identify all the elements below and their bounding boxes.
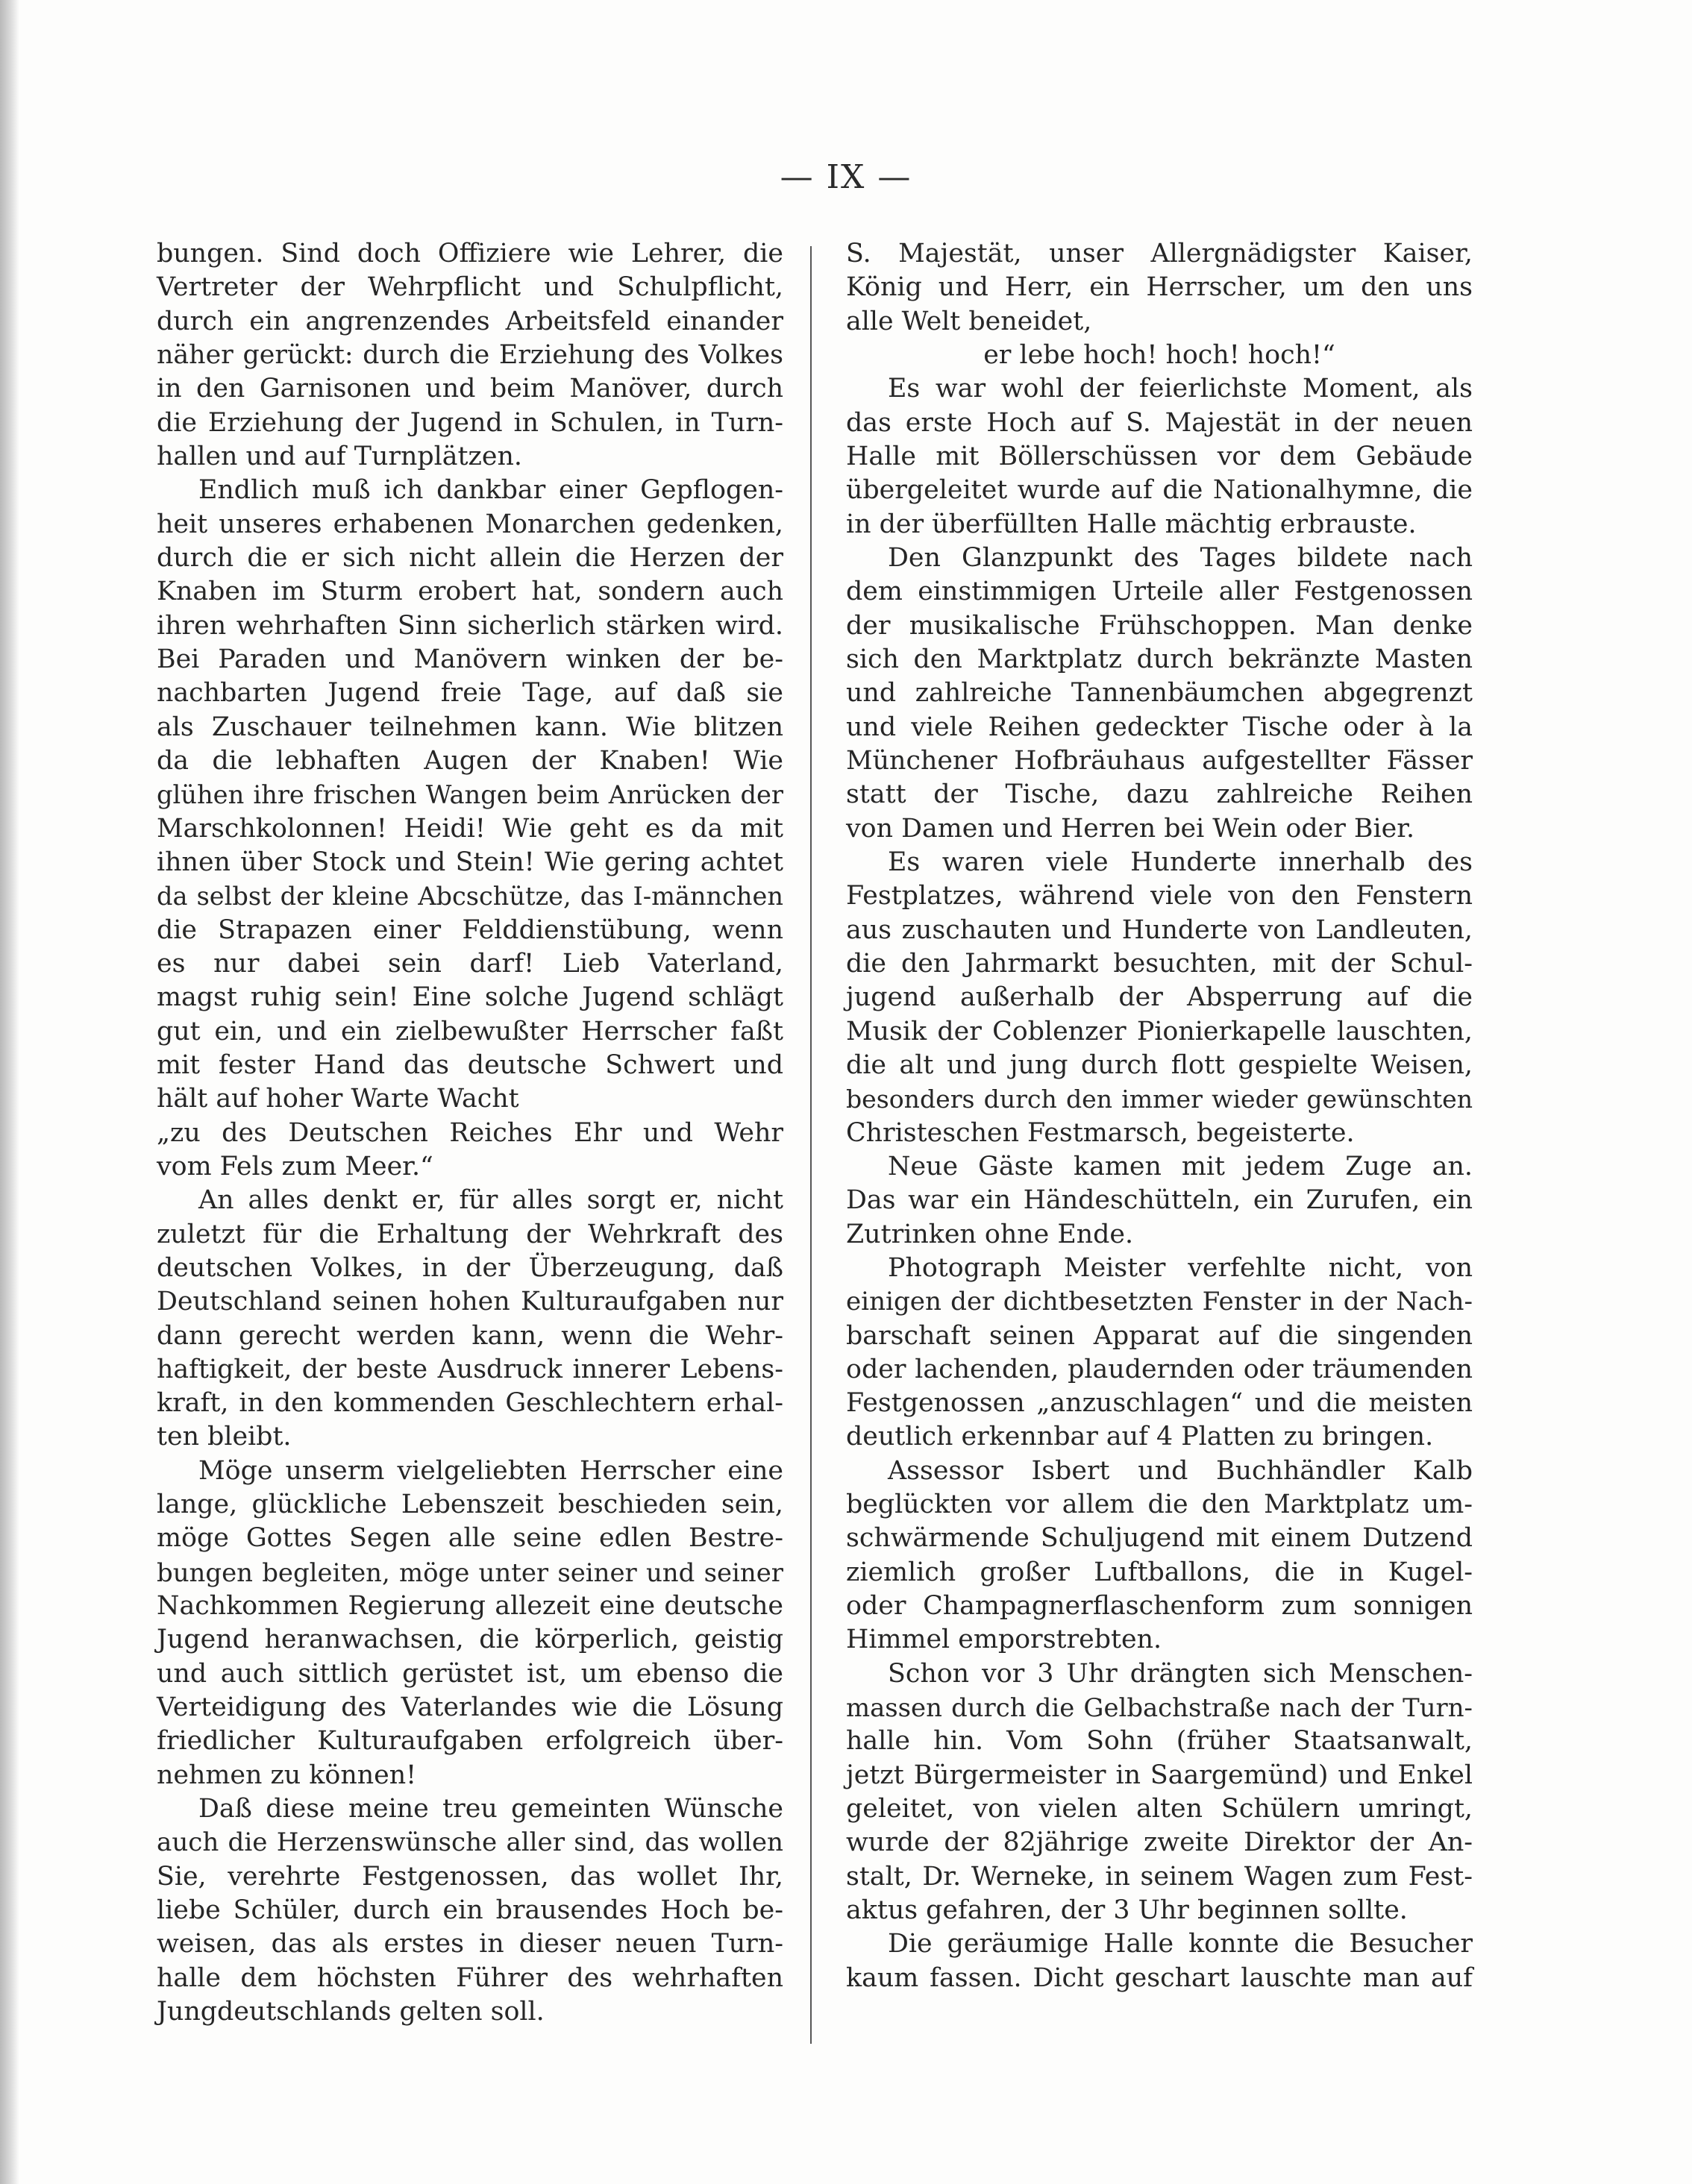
text-line: übergeleitet wurde auf die Nationalhymne, die xyxy=(846,475,1473,506)
text-line: S. Majestät, unser Allergnädigster Kaiser, xyxy=(846,239,1473,269)
text-line: als Zuschauer teilnehmen kann. Wie blitzen xyxy=(157,712,783,742)
text-line: Den Glanzpunkt des Tages bildete nach xyxy=(888,542,1473,573)
text-line: Knaben im Sturm erobert hat, sondern auch xyxy=(157,577,783,607)
text-line: er lebe hoch! hoch! hoch!“ xyxy=(983,339,1335,370)
text-line: Es war wohl der feierlichste Moment, als xyxy=(888,374,1473,404)
text-line: liebe Schüler, durch ein brausendes Hoch be- xyxy=(157,1895,783,1926)
text-line: Bei Paraden und Manövern winken der be- xyxy=(157,644,783,674)
text-line: sich den Marktplatz durch bekränzte Masten xyxy=(846,644,1473,674)
text-line: aktus gefahren, der 3 Uhr beginnen sollte. xyxy=(846,1895,1408,1926)
text-line: alle Welt beneidet, xyxy=(846,306,1092,336)
text-line: gut ein, und ein zielbewußter Herrscher faßt xyxy=(157,1016,783,1046)
text-line: wurde der 82jährige zweite Direktor der An- xyxy=(846,1827,1473,1858)
text-line: mit fester Hand das deutsche Schwert und xyxy=(157,1049,783,1080)
text-line: Festgenossen „anzuschlagen“ und die meisten xyxy=(846,1388,1473,1419)
text-line: und zahlreiche Tannenbäumchen abgegrenzt xyxy=(846,678,1473,709)
text-line: da die lebhaften Augen der Knaben! Wie xyxy=(157,745,783,776)
text-line: aus zuschauten und Hunderte von Landleuten, xyxy=(846,914,1473,945)
text-line: stalt, Dr. Werneke, in seinem Wagen zum Fest- xyxy=(846,1861,1473,1892)
text-line: Schon vor 3 Uhr drängten sich Menschen- xyxy=(888,1658,1473,1689)
text-line: magst ruhig sein! Eine solche Jugend schlägt xyxy=(157,982,783,1013)
column-divider-rule xyxy=(810,246,812,2044)
text-line: König und Herr, ein Herrscher, um den uns xyxy=(846,272,1473,303)
text-line: hält auf hoher Warte Wacht xyxy=(157,1084,519,1114)
text-line: bungen. Sind doch Offiziere wie Lehrer, die xyxy=(157,239,783,269)
text-line: und viele Reihen gedeckter Tische oder à la xyxy=(846,712,1473,742)
text-line: die Strapazen einer Felddienstübung, wenn xyxy=(157,914,783,945)
text-line: Nachkommen Regierung allezeit eine deutsche xyxy=(157,1591,783,1622)
text-line: zuletzt für die Erhaltung der Wehrkraft des xyxy=(157,1219,783,1249)
text-line: dann gerecht werden kann, wenn die Wehr- xyxy=(157,1320,783,1351)
text-line: dem einstimmigen Urteile aller Festgenossen xyxy=(846,577,1473,607)
right-column xyxy=(846,237,1473,1995)
text-line: lange, glückliche Lebenszeit beschieden sein, xyxy=(157,1490,783,1520)
text-line: Jungdeutschlands gelten soll. xyxy=(157,1997,545,2027)
text-line: oder lachenden, plaudernden oder träumenden xyxy=(846,1354,1473,1384)
text-line: Zutrinken ohne Ende. xyxy=(846,1219,1134,1249)
text-line: Himmel emporstrebten. xyxy=(846,1625,1162,1655)
text-line: jetzt Bürgermeister in Saargemünd) und Enkel xyxy=(846,1760,1473,1790)
text-line: ihnen über Stock und Stein! Wie gering achtet xyxy=(157,847,783,877)
text-line: in den Garnisonen und beim Manöver, durch xyxy=(157,374,783,404)
text-line: ten bleibt. xyxy=(157,1422,292,1452)
text-line: friedlicher Kulturaufgaben erfolgreich über- xyxy=(157,1726,783,1757)
text-line: barschaft seinen Apparat auf die singenden xyxy=(846,1320,1473,1351)
text-line: Christeschen Festmarsch, begeisterte. xyxy=(846,1117,1355,1148)
text-line: Jugend heranwachsen, die körperlich, geistig xyxy=(157,1625,783,1655)
text-line: hallen und auf Turnplätzen. xyxy=(157,441,522,471)
text-line: kaum fassen. Dicht geschart lauschte man auf xyxy=(846,1962,1473,1993)
text-line: Die geräumige Halle konnte die Besucher xyxy=(888,1929,1473,1959)
page-number: — IX — xyxy=(780,158,912,196)
text-line: auch die Herzenswünsche aller sind, das wollen xyxy=(157,1827,783,1858)
text-line: Verteidigung des Vaterlandes wie die Lösung xyxy=(157,1692,783,1723)
text-line: oder Champagnerflaschenform zum sonnigen xyxy=(846,1591,1473,1622)
text-line: heit unseres erhabenen Monarchen gedenken, xyxy=(157,509,783,539)
text-line: statt der Tische, dazu zahlreiche Reihen xyxy=(846,779,1473,810)
text-line: der musikalische Frühschoppen. Man denke xyxy=(846,610,1473,641)
text-line: glühen ihre frischen Wangen beim Anrücken der xyxy=(157,780,783,810)
text-line: massen durch die Gelbachstraße nach der Turn- xyxy=(846,1693,1473,1723)
text-line: „zu des Deutschen Reiches Ehr und Wehr xyxy=(157,1117,783,1148)
text-line: Münchener Hofbräuhaus aufgestellter Fässer xyxy=(846,745,1473,776)
text-line: die den Jahrmarkt besuchten, mit der Schul- xyxy=(846,948,1473,979)
text-line: nachbarten Jugend freie Tage, auf daß sie xyxy=(157,678,783,709)
text-line: bungen begleiten, möge unter seiner und seiner xyxy=(157,1557,783,1587)
text-line: nehmen zu können! xyxy=(157,1760,417,1790)
text-line: Deutschland seinen hohen Kulturaufgaben nur xyxy=(157,1287,783,1317)
text-line: Neue Gäste kamen mit jedem Zuge an. xyxy=(888,1151,1473,1182)
text-line: möge Gottes Segen alle seine edlen Bestre- xyxy=(157,1523,783,1554)
text-line: halle dem höchsten Führer des wehrhaften xyxy=(157,1962,783,1993)
text-line: durch die er sich nicht allein die Herzen der xyxy=(157,542,783,573)
text-line: schwärmende Schuljugend mit einem Dutzend xyxy=(846,1523,1473,1554)
text-line: ziemlich großer Luftballons, die in Kugel- xyxy=(846,1557,1473,1587)
text-line: haftigkeit, der beste Ausdruck innerer Lebens- xyxy=(157,1354,783,1384)
text-line: Musik der Coblenzer Pionierkapelle lauschten, xyxy=(846,1016,1473,1046)
text-line: geleitet, von vielen alten Schülern umringt, xyxy=(846,1794,1473,1824)
text-line: deutschen Volkes, in der Überzeugung, daß xyxy=(157,1252,783,1283)
text-line: Photograph Meister verfehlte nicht, von xyxy=(888,1252,1473,1283)
text-line: und auch sittlich gerüstet ist, um ebenso die xyxy=(157,1658,783,1689)
text-line: Marschkolonnen! Heidi! Wie geht es da mit xyxy=(157,813,783,844)
text-line: in der überfüllten Halle mächtig erbrauste. xyxy=(846,509,1417,539)
text-line: Es waren viele Hunderte innerhalb des xyxy=(888,847,1473,877)
text-line: ihren wehrhaften Sinn sicherlich stärken wird. xyxy=(157,610,783,641)
text-line: halle hin. Vom Sohn (früher Staatsanwalt, xyxy=(846,1726,1473,1757)
text-line: weisen, das als erstes in dieser neuen Turn- xyxy=(157,1929,783,1959)
text-line: einigen der dichtbesetzten Fenster in der Nach- xyxy=(846,1287,1473,1317)
text-line: jugend außerhalb der Absperrung auf die xyxy=(846,982,1473,1013)
text-line: Halle mit Böllerschüssen vor dem Gebäude xyxy=(846,441,1473,471)
text-line: beglückten vor allem die den Marktplatz um- xyxy=(846,1490,1473,1520)
text-line: die alt und jung durch flott gespielte Weisen, xyxy=(846,1049,1473,1080)
text-line: Möge unserm vielgeliebten Herrscher eine xyxy=(198,1455,783,1486)
text-line: deutlich erkennbar auf 4 Platten zu bringen. xyxy=(846,1422,1434,1452)
text-line: Sie, verehrte Festgenossen, das wollet Ihr, xyxy=(157,1861,783,1892)
text-line: An alles denkt er, für alles sorgt er, nicht xyxy=(198,1185,783,1216)
text-line: da selbst der kleine Abcschütze, das I-männchen xyxy=(157,882,783,911)
text-line: Das war ein Händeschütteln, ein Zurufen, ein xyxy=(846,1185,1473,1216)
text-line: Festplatzes, während viele von den Fenstern xyxy=(846,881,1473,911)
text-line: vom Fels zum Meer.“ xyxy=(157,1151,433,1182)
text-line: näher gerückt: durch die Erziehung des Volkes xyxy=(157,339,783,370)
text-line: Assessor Isbert und Buchhändler Kalb xyxy=(888,1455,1473,1486)
text-line: das erste Hoch auf S. Majestät in der neuen xyxy=(846,407,1473,438)
text-line: Vertreter der Wehrpflicht und Schulpflicht, xyxy=(157,272,783,303)
text-line: kraft, in den kommenden Geschlechtern erhal- xyxy=(157,1388,783,1419)
text-line: besonders durch den immer wieder gewünschten xyxy=(846,1085,1473,1114)
text-line: durch ein angrenzendes Arbeitsfeld einander xyxy=(157,306,783,336)
book-binding-shadow xyxy=(0,0,19,2184)
text-line: Daß diese meine treu gemeinten Wünsche xyxy=(198,1794,783,1824)
text-line: die Erziehung der Jugend in Schulen, in Turn- xyxy=(157,407,783,438)
text-line: von Damen und Herren bei Wein oder Bier. xyxy=(846,813,1415,844)
left-column xyxy=(157,237,783,2029)
text-line: Endlich muß ich dankbar einer Gepflogen- xyxy=(198,475,783,506)
text-line: es nur dabei sein darf! Lieb Vaterland, xyxy=(157,948,783,979)
